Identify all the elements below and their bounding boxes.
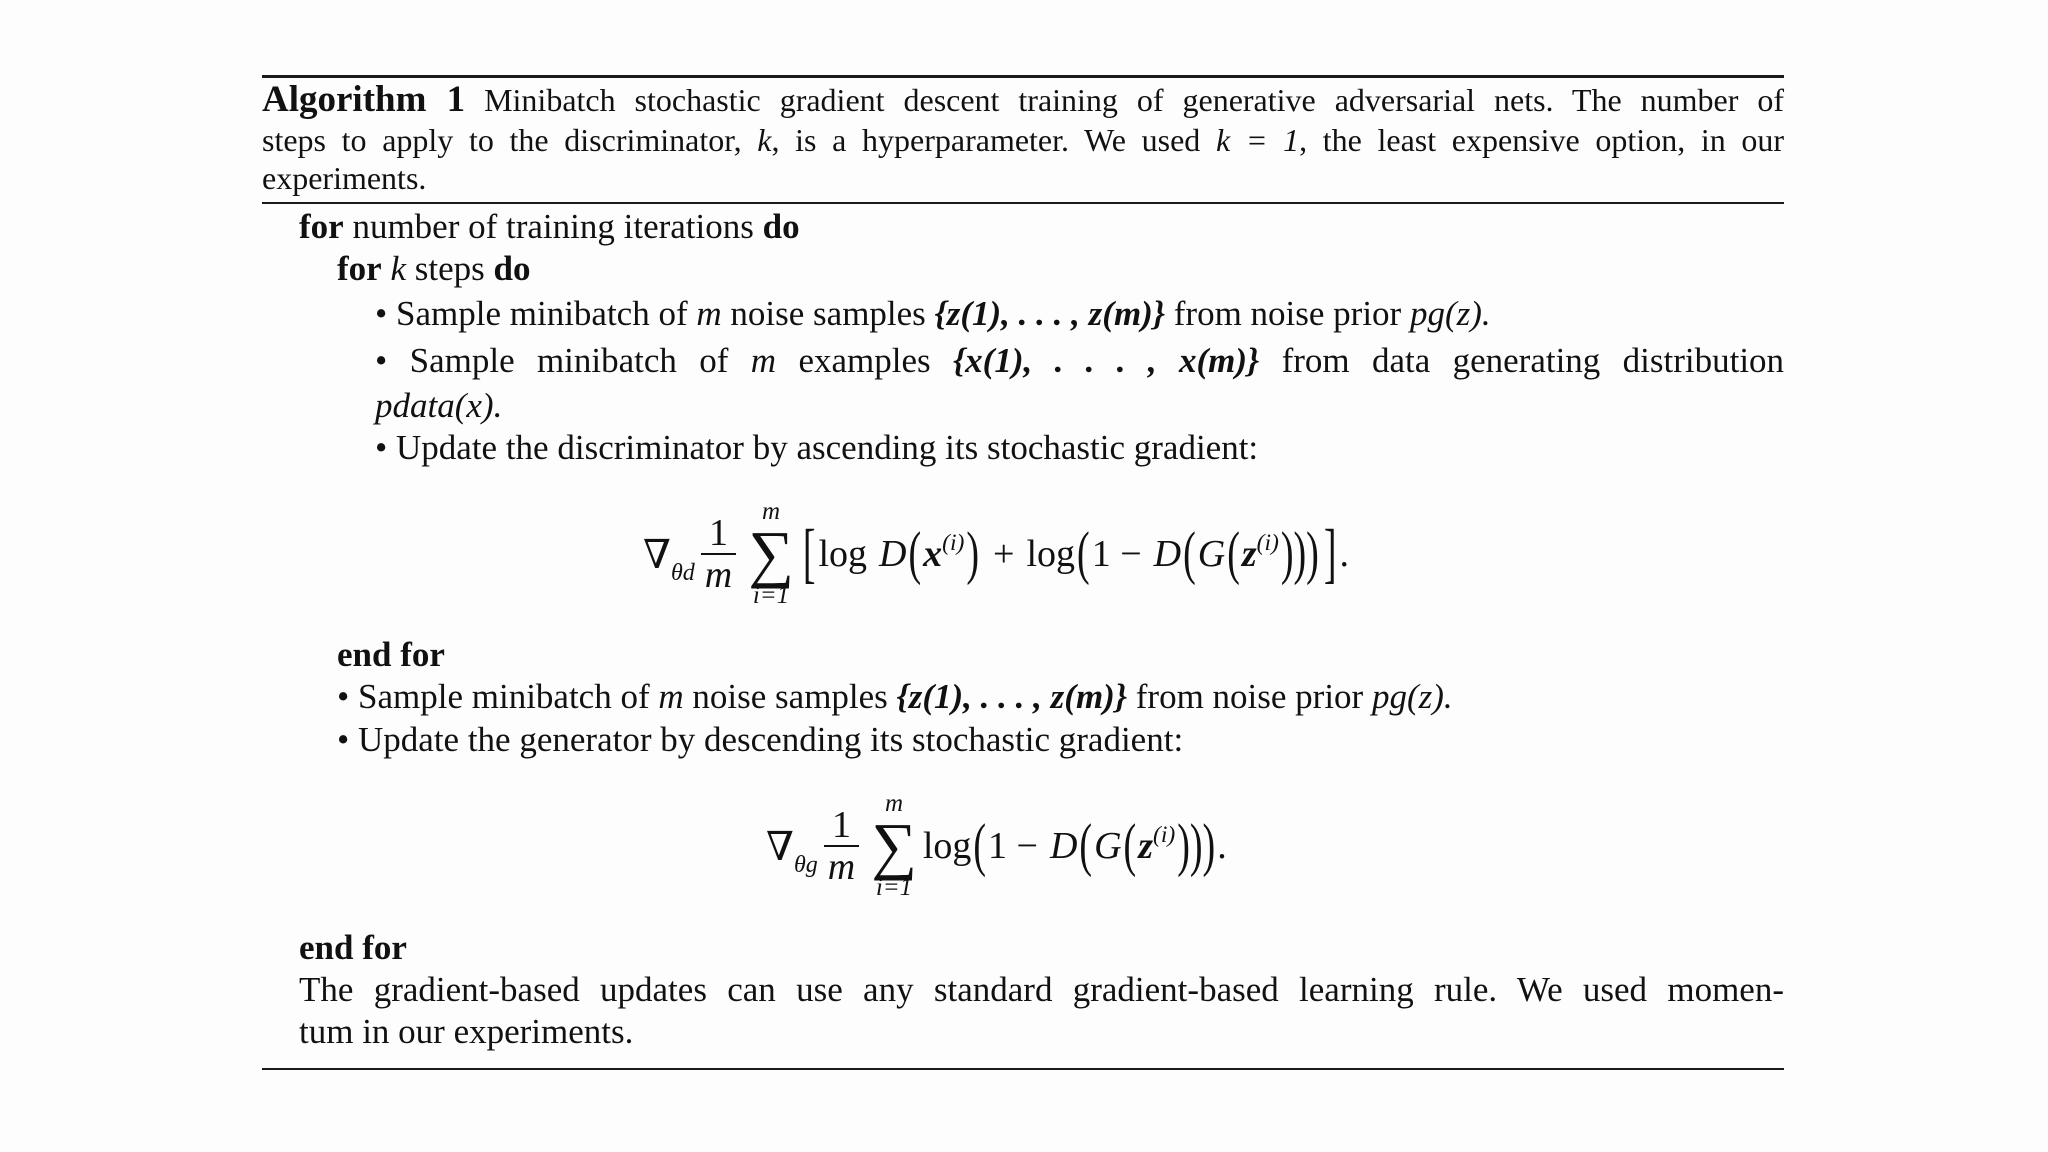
caption-text-2b: , is a hyperparameter. We used — [771, 122, 1201, 158]
step2-var-m: m — [750, 341, 777, 380]
caption-text-2c: , the least expensive option, in our — [1299, 122, 1785, 158]
eq2-sum-lower: i=1 — [875, 874, 913, 901]
outer-end-for-keyword: end for — [299, 928, 407, 967]
eq1-log1: log — [818, 533, 868, 575]
outer-do-keyword: do — [762, 207, 800, 246]
step-update-generator — [337, 720, 1183, 760]
paren-open-icon: ( — [973, 813, 987, 879]
inner-end-for-keyword: end for — [337, 635, 445, 674]
outer-for-text: number of training iterations — [352, 207, 754, 246]
inner-for-keyword: for — [337, 249, 382, 288]
algorithm-caption-line-2 — [262, 120, 1784, 160]
paren-open-icon: ( — [1123, 813, 1137, 879]
eq1-frac-den: m — [701, 553, 736, 595]
paren-close-icon: ))) — [1177, 813, 1216, 879]
algorithm-top-rule — [262, 75, 1784, 78]
step2-data-distribution: pdata(x). — [375, 386, 503, 425]
bullet-icon: • — [337, 720, 350, 759]
discriminator-gradient-equation — [643, 494, 1349, 614]
eq1-log2: log — [1026, 533, 1076, 575]
eq2-log: log — [922, 825, 972, 867]
eq2-summation — [871, 791, 917, 901]
caption-var-k: k — [757, 122, 772, 158]
eq1-G: G — [1197, 533, 1226, 575]
step4-noise-set: {z(1), . . . , z(m)} — [896, 677, 1128, 716]
inner-for-var-k: k — [390, 249, 406, 288]
step2-text: Sample minibatch of — [409, 341, 729, 380]
right-bracket-icon: ] — [1323, 517, 1337, 591]
footer-line-1 — [299, 970, 1784, 1010]
eq2-z: $z^{(i)}$ — [1138, 822, 1176, 867]
step-sample-examples-cont — [375, 386, 502, 426]
caption-text-2a: steps to apply to the discriminator, — [262, 122, 742, 158]
algorithm-caption-line-1 — [262, 80, 1784, 120]
eq1-gradient: $\nabla_{\theta d}$ — [643, 531, 695, 586]
eq2-fraction — [824, 805, 859, 887]
step-sample-noise-outer — [337, 677, 1453, 717]
step1-text: Sample minibatch of — [396, 294, 688, 333]
step4-text: Sample minibatch of — [358, 677, 650, 716]
step2-example-set: {x(1), . . . , x(m)} — [952, 341, 1260, 380]
eq1-D2: D — [1153, 533, 1182, 575]
paren-open-icon: ( — [1077, 521, 1090, 587]
step1-mid: noise samples — [730, 294, 926, 333]
footer-text-2: tum in our experiments. — [299, 1012, 634, 1051]
eq2-frac-num: 1 — [831, 804, 851, 846]
step-update-discriminator — [375, 428, 1258, 468]
bullet-icon: • — [337, 677, 350, 716]
paren-open-icon: ( — [908, 521, 922, 587]
algorithm-caption-line-3 — [262, 158, 426, 198]
algorithm-bottom-rule — [262, 1068, 1784, 1070]
outer-for-line — [299, 207, 800, 247]
eq1-plus: + — [993, 533, 1015, 575]
inner-for-text: steps — [414, 249, 485, 288]
left-bracket-icon: [ — [802, 517, 816, 591]
eq2-frac-den: m — [824, 845, 859, 887]
bullet-icon: • — [375, 428, 388, 467]
bullet-icon: • — [375, 341, 388, 380]
inner-for-line — [337, 249, 530, 289]
paren-open-icon: ( — [1227, 521, 1240, 587]
step-sample-noise-inner — [375, 294, 1491, 334]
eq2-D: D — [1049, 825, 1078, 867]
algorithm-label: Algorithm 1 — [262, 79, 466, 120]
outer-for-keyword: for — [299, 207, 344, 246]
caption-text-3: experiments. — [262, 160, 427, 196]
step1-noise-prior: pg(z). — [1409, 294, 1491, 333]
paren-close-icon: ) — [966, 521, 980, 587]
caption-eq-k1: k = 1 — [1215, 122, 1300, 158]
step3-text: Update the discriminator by ascending its stochastic gradient: — [396, 428, 1259, 467]
sigma-icon: ∑ — [871, 810, 917, 881]
generator-gradient-equation — [766, 786, 1227, 906]
outer-end-for-line — [299, 928, 407, 968]
eq1-x: $x^{(i)}$ — [923, 530, 965, 575]
eq1-one-minus: 1 − — [1091, 533, 1142, 575]
eq1-summation — [748, 499, 794, 609]
step4-var-m: m — [658, 677, 684, 716]
eq1-D1: D — [879, 533, 907, 575]
footer-text-1: The gradient-based updates can use any standard gradient-based learning rule. We used momen- — [299, 970, 1784, 1009]
algorithm-caption-rule — [262, 202, 1784, 204]
bullet-icon: • — [375, 294, 388, 333]
paren-close-icon: ))) — [1280, 521, 1319, 587]
step4-noise-prior: pg(z). — [1371, 677, 1453, 716]
eq1-fraction — [701, 513, 736, 595]
inner-do-keyword: do — [493, 249, 531, 288]
step4-end: from noise prior — [1135, 677, 1364, 716]
eq1-sum-upper: m — [761, 498, 781, 525]
eq2-G: G — [1094, 825, 1122, 867]
paren-open-icon: ( — [1183, 521, 1196, 587]
step1-end: from noise prior — [1173, 294, 1402, 333]
eq2-gradient: $\nabla_{\theta g}$ — [766, 823, 818, 878]
eq1-sum-lower: i=1 — [752, 582, 790, 609]
eq2-sum-upper: m — [884, 790, 904, 817]
step-sample-examples — [375, 341, 1784, 381]
step1-noise-set: {z(1), . . . , z(m)} — [934, 294, 1166, 333]
step4-mid: noise samples — [692, 677, 888, 716]
eq2-period: . — [1217, 825, 1227, 867]
step1-var-m: m — [696, 294, 722, 333]
sigma-icon: ∑ — [748, 518, 794, 589]
step2-mid: examples — [798, 341, 931, 380]
step5-text: Update the generator by descending its stochastic gradient: — [358, 720, 1184, 759]
eq1-frac-num: 1 — [708, 512, 728, 554]
caption-text-1: Minibatch stochastic gradient descent training of generative adversarial nets. The number of — [484, 82, 1784, 118]
eq2-one-minus: 1 − — [988, 825, 1038, 867]
paren-open-icon: ( — [1079, 813, 1093, 879]
step2-end: from data generating distribution — [1281, 341, 1785, 380]
footer-line-2 — [299, 1012, 633, 1052]
eq1-z: $z^{(i)}$ — [1241, 530, 1279, 575]
inner-end-for-line — [337, 635, 445, 675]
eq1-period: . — [1339, 533, 1349, 575]
